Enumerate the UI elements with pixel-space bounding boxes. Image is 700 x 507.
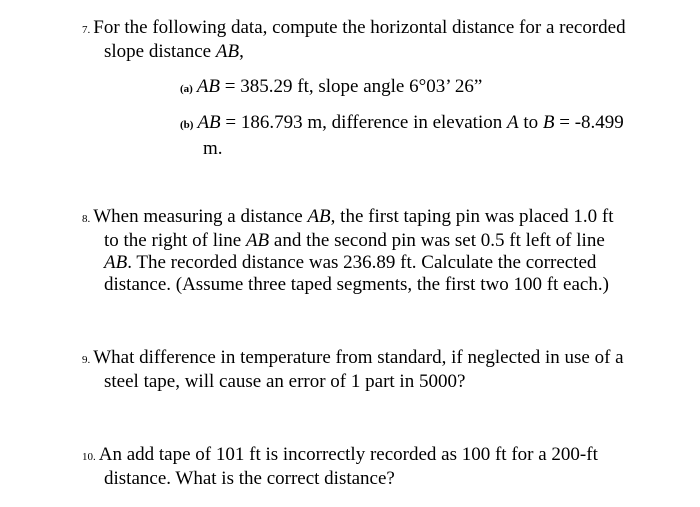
variable: AB [104,252,128,273]
problem-7-line-1 [82,17,682,41]
problem-text: to the right of line [104,230,246,251]
variable: A [506,112,519,133]
problem-text: , [239,41,244,62]
problem-7 [82,17,682,63]
part-text: = 186.793 m, difference in elevation [220,112,507,133]
problem-text: slope distance [104,41,216,62]
problem-10 [82,444,682,490]
problem-8 [82,206,682,296]
problem-number: 10. [82,451,96,463]
problem-text: distance. (Assume three taped segments, the first two 100 ft each.) [104,274,609,295]
variable: B [542,112,555,133]
problem-text: . The recorded distance was 236.89 ft. Calculate the corrected [127,252,597,273]
problem-number: 9. [82,354,91,366]
problem-text: An add tape of 101 ft is incorrectly recorded as 100 ft for a 200-ft [98,444,598,465]
problem-text: When measuring a distance [93,206,308,227]
problem-text: steel tape, will cause an error of 1 part in 5000? [104,371,466,392]
problem-number: 7. [82,24,91,36]
variable: AB [307,206,331,227]
problem-text: and the second pin was set 0.5 ft left of line [269,230,605,251]
part-text: = 385.29 ft, slope angle 6°03’ 26” [220,76,483,97]
problem-7-part-b [180,111,680,161]
part-label: (b) [180,119,194,131]
variable: AB [215,41,240,62]
problem-number: 8. [82,213,91,225]
variable: AB [197,112,221,133]
variable: AB [196,76,221,97]
problem-text: distance. What is the correct distance? [104,468,395,489]
problem-text: What difference in temperature from standard, if neglected in use of a [93,347,624,368]
problem-7-line-2 [82,41,682,63]
part-text: = -8.499 [554,112,624,133]
problem-text: For the following data, compute the horizontal distance for a recorded [93,17,626,38]
problem-9 [82,347,682,393]
variable: AB [245,230,270,251]
part-text: m. [203,138,223,159]
problem-text: , the first taping pin was placed 1.0 ft [330,206,614,227]
part-text: to [518,112,543,133]
part-label: (a) [180,83,193,95]
problem-7-part-a [180,75,680,101]
